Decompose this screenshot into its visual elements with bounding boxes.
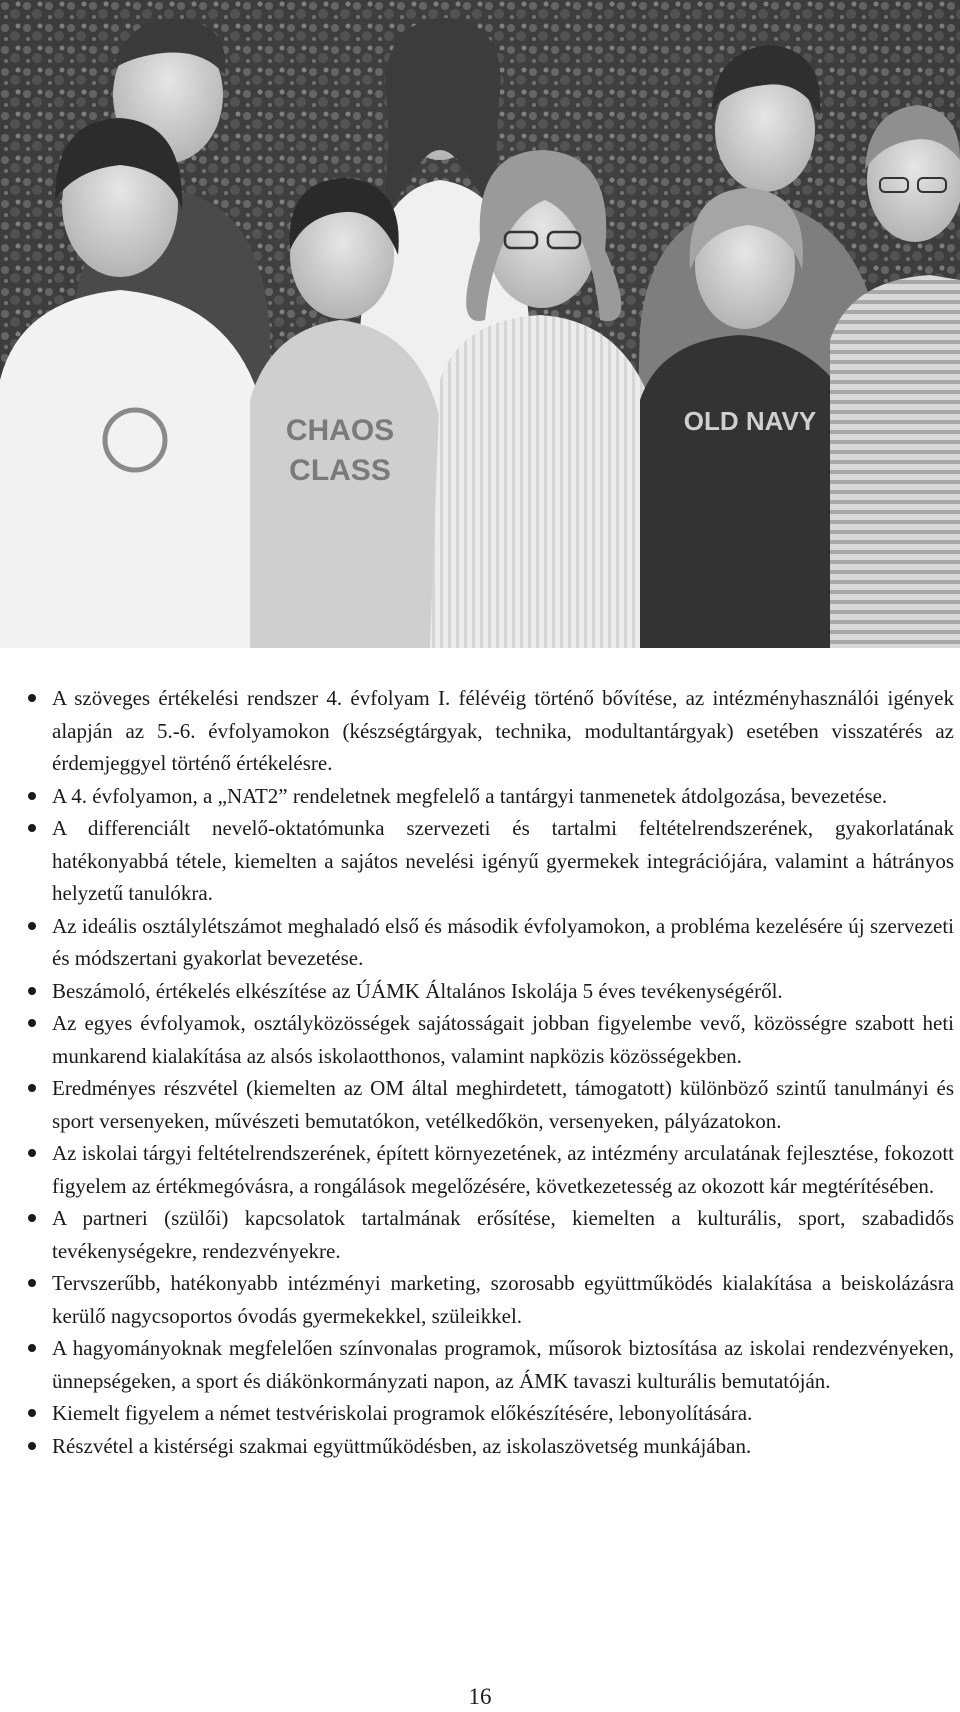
bullet-icon [28,792,36,800]
bullet-icon [28,1409,36,1417]
bullet-icon [28,694,36,702]
list-item [24,682,954,780]
list-item-text: Az egyes évfolyamok, osztályközösségek sajátosságait jobban figyelembe vevő, közösségre szabott heti munkarend kialakítása az alsós iskolaotthonos, valamint napközis közösségekben. [52,1011,954,1068]
bullet-icon [28,1149,36,1157]
shirt-text-chaos: CHAOS [285,414,395,447]
page-number: 16 [468,1684,492,1709]
list-item-text: A partneri (szülői) kapcsolatok tartalmának erősítése, kiemelten a kulturális, sport, szabadidős tevékenységekre, rendezvényekre. [52,1206,954,1263]
list-item [24,975,954,1008]
list-item-text: Kiemelt figyelem a német testvériskolai programok előkészítésére, lebonyolítására. [52,1401,753,1425]
bullet-icon [28,824,36,832]
list-item-text: Tervszerűbb, hatékonyabb intézményi marketing, szorosabb együttműködés kialakítása a beiskolázásra kerülő nagycsoportos óvodás gyermekekkel, szüleikkel. [52,1271,954,1328]
list-item [24,812,954,910]
list-item [24,1202,954,1267]
bullet-icon [28,987,36,995]
group-photo [0,0,960,648]
bullet-icon [28,1442,36,1450]
list-item-text: Az iskolai tárgyi feltételrendszerének, épített környezetének, az intézmény arculatának fejlesztése, fokozott figyelem az értékmegóvásra, a rongálások megelőzésére, következetesség az okozott kár megtérítésében. [52,1141,954,1198]
list-item [24,1137,954,1202]
bullet-icon [28,1019,36,1027]
list-item-text: A 4. évfolyamon, a „NAT2” rendeletnek megfelelő a tantárgyi tanmenetek átdolgozása, bevezetése. [52,783,888,808]
list-item [24,1332,954,1397]
list-item-text: Részvétel a kistérségi szakmai együttműködésben, az iskolaszövetség munkájában. [52,1433,752,1458]
list-item [24,780,954,813]
list-item [24,1397,954,1430]
list-item [24,1267,954,1332]
goals-bullet-list [24,682,954,1462]
list-item-text: Beszámoló, értékelés elkészítése az ÚÁMK Általános Iskolája 5 éves tevékenységéről. [52,978,783,1003]
bullet-icon [28,922,36,930]
shirt-text-class: CLASS [289,454,391,487]
list-item-text: A differenciált nevelő-oktatómunka szervezeti és tartalmi feltételrendszerének, gyakorlatának hatékonyabbá tétele, kiemelten a sajátos nevelési igényű gyermekek integrációjára, valamint a hátrányos helyzetű tanulókra. [52,816,954,905]
list-item-text: A szöveges értékelési rendszer 4. évfolyam I. félévéig történő bővítése, az intézményhasználói igények alapján az 5.-6. évfolyamokon (készségtárgyak, technika, modultantárgyak) esetében visszatérés az érdemjeggyel történő értékelésre. [52,686,954,775]
bullet-icon [28,1084,36,1092]
list-item [24,1072,954,1137]
group-photo-illustration [0,0,960,648]
list-item-text: Eredményes részvétel (kiemelten az OM által meghirdetett, támogatott) különböző szintű tanulmányi és sport versenyeken, művészeti bemutatókon, vetélkedőkön, versenyeken, pályázatokon. [52,1076,954,1133]
bullet-icon [28,1344,36,1352]
shirt-text-old-navy: OLD NAVY [683,406,817,436]
list-item [24,1007,954,1072]
bullet-icon [28,1279,36,1287]
bullet-icon [28,1214,36,1222]
list-item [24,1430,954,1463]
list-item-text: A hagyományoknak megfelelően színvonalas programok, műsorok biztosítása az iskolai rendezvényeken, ünnepségeken, a sport és diákönkormányzati napon, az ÁMK tavaszi kulturális bemutatóján. [52,1336,954,1393]
list-item [24,910,954,975]
list-item-text: Az ideális osztálylétszámot meghaladó első és második évfolyamokon, a probléma kezelésére új szervezeti és módszertani gyakorlat bevezetése. [52,913,954,970]
